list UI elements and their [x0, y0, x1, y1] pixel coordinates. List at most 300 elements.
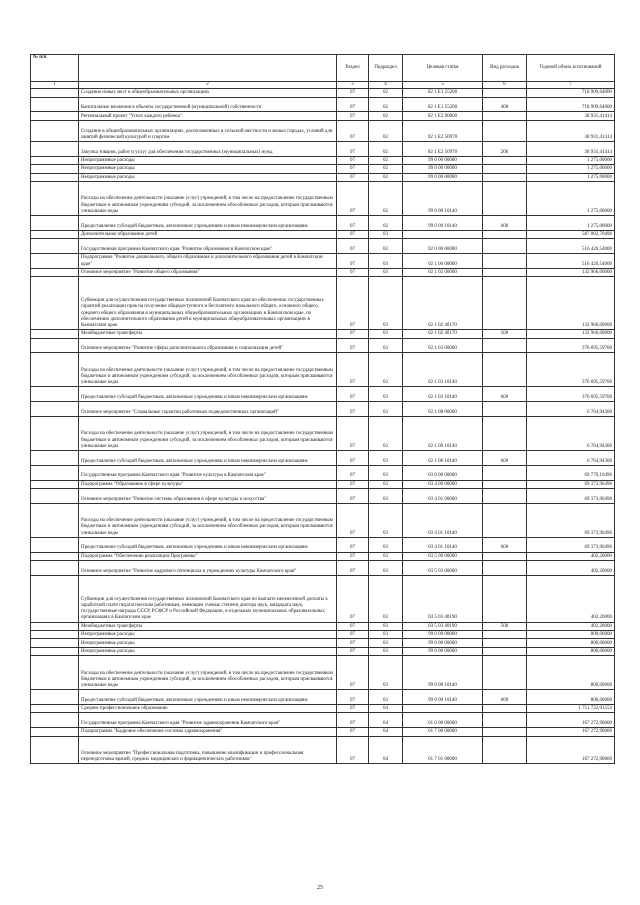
row-name-cell: Подпрограмма "Кадровое обеспечение системы здравоохранения" [79, 728, 337, 736]
table-row [31, 165, 615, 173]
table-row [31, 622, 615, 630]
row-amount-cell: 1 275,00000 [527, 173, 615, 181]
index-cell: 4 [369, 82, 403, 89]
row-celevaya-cell: 01 0 00 00000 [403, 713, 483, 728]
row-razdel-cell: 07 [337, 181, 369, 215]
row-podrazdel-cell: 03 [369, 239, 403, 254]
row-amount-cell: 167 272,90000 [527, 736, 615, 764]
table-row [31, 561, 615, 576]
table-row [31, 575, 615, 622]
row-number-cell [31, 387, 79, 402]
row-celevaya-cell: 02 1 Е2 50970 [403, 120, 483, 141]
row-celevaya-cell: 03 5 03 40190 [403, 575, 483, 622]
row-razdel-cell: 07 [337, 622, 369, 630]
row-podrazdel-cell: 03 [369, 277, 403, 330]
row-vid-cell [483, 489, 527, 504]
row-razdel-cell: 07 [337, 112, 369, 120]
index-cell: 7 [527, 82, 615, 89]
row-razdel-cell: 07 [337, 215, 369, 230]
row-razdel-cell: 07 [337, 338, 369, 353]
row-vid-cell [483, 173, 527, 181]
row-vid-cell [483, 268, 527, 276]
row-number-cell [31, 561, 79, 576]
page-number: 25 [317, 885, 323, 891]
row-number-cell [31, 480, 79, 488]
header-razdel: Раздел [337, 55, 369, 82]
row-name-cell: Создание новых мест в общеобразовательных организациях [79, 89, 337, 97]
row-razdel-cell: 07 [337, 165, 369, 173]
row-number-cell [31, 736, 79, 764]
table-row [31, 89, 615, 97]
row-podrazdel-cell: 02 [369, 173, 403, 181]
row-celevaya-cell: 02 1 Е1 55200 [403, 89, 483, 97]
row-amount-cell: 69 373,96496 [527, 537, 615, 552]
row-razdel-cell: 07 [337, 230, 369, 238]
row-amount-cell: 1 275,00000 [527, 165, 615, 173]
table-row [31, 451, 615, 466]
row-name-cell: Создание в общеобразовательных организациях, расположенных в сельской местности и малых городах, условий для занятий физической культурой и спортом [79, 120, 337, 141]
row-celevaya-cell: 99 0 00 00000 [403, 647, 483, 655]
row-celevaya-cell: 02 1 08 10140 [403, 451, 483, 466]
row-celevaya-cell: 99 0 00 00000 [403, 639, 483, 647]
row-number-cell [31, 165, 79, 173]
row-razdel-cell: 07 [337, 402, 369, 417]
row-celevaya-cell: 03 5 03 00000 [403, 561, 483, 576]
row-razdel-cell: 07 [337, 173, 369, 181]
row-number-cell [31, 268, 79, 276]
row-number-cell [31, 215, 79, 230]
row-razdel-cell: 07 [337, 736, 369, 764]
row-vid-cell [483, 656, 527, 690]
row-podrazdel-cell: 03 [369, 465, 403, 480]
row-number-cell [31, 89, 79, 97]
row-name-cell: Основное мероприятие "Профессиональная подготовка, повышение квалификации и профессиональная переподготовка врачей, средних медицинских и фармацевтических работников" [79, 736, 337, 764]
row-celevaya-cell: 02 1 02 40170 [403, 277, 483, 330]
row-vid-cell: 600 [483, 537, 527, 552]
row-podrazdel-cell: 02 [369, 112, 403, 120]
row-podrazdel-cell: 04 [369, 705, 403, 713]
row-podrazdel-cell: 03 [369, 631, 403, 639]
table-row [31, 156, 615, 164]
index-cell: 6 [483, 82, 527, 89]
table-row [31, 330, 615, 338]
row-amount-cell: 376 695,59700 [527, 353, 615, 387]
row-vid-cell [483, 417, 527, 451]
row-vid-cell [483, 552, 527, 560]
row-celevaya-cell: 02 1 Е2 00000 [403, 112, 483, 120]
row-vid-cell [483, 120, 527, 141]
row-celevaya-cell: 02 1 08 10140 [403, 417, 483, 451]
row-podrazdel-cell: 02 [369, 215, 403, 230]
row-razdel-cell: 07 [337, 728, 369, 736]
row-podrazdel-cell: 03 [369, 330, 403, 338]
row-vid-cell [483, 89, 527, 97]
row-vid-cell [483, 705, 527, 713]
row-vid-cell [483, 181, 527, 215]
table-row [31, 353, 615, 387]
row-amount-cell: 69 373,96496 [527, 503, 615, 537]
row-name-cell: Межбюджетные трансферты [79, 330, 337, 338]
row-celevaya-cell: 99 0 00 10140 [403, 215, 483, 230]
row-number-cell [31, 230, 79, 238]
row-celevaya-cell: 03 0 00 00000 [403, 465, 483, 480]
row-razdel-cell: 07 [337, 647, 369, 655]
row-amount-cell: 1 711 722,01553 [527, 705, 615, 713]
row-number-cell [31, 253, 79, 268]
row-name-cell: Непрограммные расходы [79, 631, 337, 639]
table-row [31, 503, 615, 537]
row-amount-cell: 800,00000 [527, 690, 615, 705]
row-podrazdel-cell: 03 [369, 480, 403, 488]
table-row [31, 480, 615, 488]
row-vid-cell [483, 156, 527, 164]
column-index-row [31, 82, 615, 89]
row-name-cell: Основное мероприятие "Социальные гарантии работникам подведомственных организаций" [79, 402, 337, 417]
row-amount-cell: 516 426,54000 [527, 253, 615, 268]
table-row [31, 537, 615, 552]
row-number-cell [31, 713, 79, 728]
row-celevaya-cell: 03 4 00 00000 [403, 480, 483, 488]
row-podrazdel-cell: 04 [369, 713, 403, 728]
table-row [31, 417, 615, 451]
row-podrazdel-cell: 04 [369, 728, 403, 736]
row-amount-cell: 69 373,96496 [527, 489, 615, 504]
row-name-cell: Государственная программа Камчатского края "Развитие культуры в Камчатском крае" [79, 465, 337, 480]
row-podrazdel-cell: 04 [369, 736, 403, 764]
row-celevaya-cell: 02 1 02 00000 [403, 268, 483, 276]
row-name-cell: Региональный проект "Успех каждого ребенка" [79, 112, 337, 120]
row-amount-cell: 800,00000 [527, 647, 615, 655]
row-name-cell: Среднее профессиональное образование [79, 705, 337, 713]
row-razdel-cell: 07 [337, 537, 369, 552]
header-podrazdel: Подраздел [369, 55, 403, 82]
row-podrazdel-cell: 03 [369, 253, 403, 268]
row-number-cell [31, 552, 79, 560]
row-razdel-cell: 07 [337, 330, 369, 338]
row-podrazdel-cell: 03 [369, 230, 403, 238]
row-amount-cell: 1 275,00000 [527, 181, 615, 215]
row-name-cell: Подпрограмма "Образование в сфере культуры" [79, 480, 337, 488]
row-celevaya-cell: 99 0 00 00000 [403, 631, 483, 639]
row-podrazdel-cell: 03 [369, 353, 403, 387]
row-amount-cell: 402,20000 [527, 561, 615, 576]
row-amount-cell: 167 272,90000 [527, 728, 615, 736]
row-celevaya-cell: 99 0 00 00000 [403, 156, 483, 164]
table-row [31, 713, 615, 728]
row-amount-cell: 6 764,94300 [527, 451, 615, 466]
row-podrazdel-cell: 03 [369, 647, 403, 655]
row-razdel-cell: 07 [337, 713, 369, 728]
row-number-cell [31, 173, 79, 181]
row-amount-cell: 402,20000 [527, 622, 615, 630]
row-vid-cell [483, 112, 527, 120]
row-podrazdel-cell: 03 [369, 656, 403, 690]
row-celevaya-cell: 01 7 01 00000 [403, 736, 483, 764]
row-celevaya-cell: 03 5 00 00000 [403, 552, 483, 560]
row-vid-cell [483, 503, 527, 537]
row-podrazdel-cell: 02 [369, 181, 403, 215]
row-vid-cell: 600 [483, 387, 527, 402]
row-celevaya-cell [403, 230, 483, 238]
index-cell: 5 [403, 82, 483, 89]
row-podrazdel-cell: 03 [369, 268, 403, 276]
row-vid-cell [483, 277, 527, 330]
row-razdel-cell: 07 [337, 141, 369, 156]
row-celevaya-cell: 02 1 03 10140 [403, 353, 483, 387]
row-name-cell: Капитальные вложения в объекты государственной (муниципальной) собственности [79, 97, 337, 112]
table-header-row [31, 55, 615, 82]
row-name-cell: Непрограммные расходы [79, 173, 337, 181]
row-razdel-cell: 07 [337, 97, 369, 112]
row-celevaya-cell: 03 4 01 00000 [403, 489, 483, 504]
row-vid-cell: 500 [483, 622, 527, 630]
row-vid-cell [483, 353, 527, 387]
row-podrazdel-cell: 03 [369, 451, 403, 466]
table-row [31, 253, 615, 268]
row-vid-cell [483, 561, 527, 576]
row-number-cell [31, 705, 79, 713]
row-razdel-cell: 07 [337, 705, 369, 713]
row-podrazdel-cell: 02 [369, 156, 403, 164]
table-row [31, 97, 615, 112]
row-podrazdel-cell: 02 [369, 141, 403, 156]
row-number-cell [31, 647, 79, 655]
row-razdel-cell: 07 [337, 239, 369, 254]
row-vid-cell: 600 [483, 215, 527, 230]
row-vid-cell [483, 230, 527, 238]
row-amount-cell: 800,00000 [527, 631, 615, 639]
header-num: № п/п [31, 55, 79, 82]
row-podrazdel-cell: 03 [369, 338, 403, 353]
row-number-cell [31, 503, 79, 537]
row-amount-cell: 132 966,00000 [527, 268, 615, 276]
row-amount-cell: 402,20000 [527, 552, 615, 560]
row-vid-cell [483, 253, 527, 268]
row-number-cell [31, 141, 79, 156]
row-vid-cell: 400 [483, 97, 527, 112]
row-razdel-cell: 07 [337, 561, 369, 576]
row-amount-cell: 1 275,00000 [527, 215, 615, 230]
row-name-cell: Предоставление субсидий бюджетным, автономным учреждениям и иным некоммерческим организациям [79, 215, 337, 230]
row-podrazdel-cell: 02 [369, 165, 403, 173]
row-number-cell [31, 489, 79, 504]
row-name-cell: Непрограммные расходы [79, 165, 337, 173]
row-razdel-cell: 07 [337, 89, 369, 97]
index-cell: 2 [79, 82, 337, 89]
row-name-cell: Основное мероприятие "Развитие общего образования" [79, 268, 337, 276]
table-body [31, 89, 615, 764]
index-cell: 3 [337, 82, 369, 89]
row-number-cell [31, 181, 79, 215]
row-name-cell: Предоставление субсидий бюджетным, автономным учреждениям и иным некоммерческим организациям [79, 537, 337, 552]
table-row [31, 338, 615, 353]
row-celevaya-cell: 02 1 02 40170 [403, 330, 483, 338]
row-razdel-cell: 07 [337, 552, 369, 560]
row-celevaya-cell: 03 5 03 40190 [403, 622, 483, 630]
row-number-cell [31, 622, 79, 630]
table-row [31, 489, 615, 504]
row-name-cell: Непрограммные расходы [79, 639, 337, 647]
row-razdel-cell: 07 [337, 656, 369, 690]
table-row [31, 112, 615, 120]
row-amount-cell: 800,00000 [527, 656, 615, 690]
table-row [31, 268, 615, 276]
row-number-cell [31, 537, 79, 552]
row-name-cell: Расходы на обеспечение деятельности (оказание услуг) учреждений, в том числе на предоставление государственным бюджетным и автономным учреждениям субсидий, за исключением обособленных расходов, которым присваиваются уникальные коды [79, 181, 337, 215]
row-vid-cell [483, 728, 527, 736]
row-name-cell: Предоставление субсидий бюджетным, автономным учреждениям и иным некоммерческим организациям [79, 387, 337, 402]
budget-table [30, 54, 615, 764]
row-vid-cell: 500 [483, 330, 527, 338]
row-razdel-cell: 07 [337, 120, 369, 141]
row-amount-cell: 516 426,54000 [527, 239, 615, 254]
row-number-cell [31, 338, 79, 353]
table-row [31, 120, 615, 141]
table-row [31, 239, 615, 254]
row-razdel-cell: 07 [337, 465, 369, 480]
row-celevaya-cell: 99 0 00 10140 [403, 690, 483, 705]
row-amount-cell: 718 909,64000 [527, 89, 615, 97]
row-amount-cell: 132 966,00000 [527, 330, 615, 338]
row-name-cell: Дополнительное образование детей [79, 230, 337, 238]
row-vid-cell: 600 [483, 451, 527, 466]
row-vid-cell [483, 165, 527, 173]
row-number-cell [31, 112, 79, 120]
row-celevaya-cell: 99 0 00 10140 [403, 181, 483, 215]
row-vid-cell: 200 [483, 141, 527, 156]
row-name-cell: Субвенции для осуществления государственных полномочий Камчатского края по обеспечению государственных гарантий реализации прав на получение общедоступного и бесплатного начального общего, основного общего, среднего общего образования в муниципальных общеобразовательных организациях в Камчатском крае, по обеспечению дополнительного образования детей в муниципальных общеобразовательных организациях в Камчатском крае [79, 277, 337, 330]
table-row [31, 141, 615, 156]
row-razdel-cell: 07 [337, 503, 369, 537]
row-name-cell: Расходы на обеспечение деятельности (оказание услуг) учреждений, в том числе на предоставление государственным бюджетным и автономным учреждениям субсидий, за исключением обособленных расходов, которым присваиваются уникальные коды [79, 353, 337, 387]
row-vid-cell: 600 [483, 690, 527, 705]
header-vid: Вид расходов [483, 55, 527, 82]
table-row [31, 690, 615, 705]
row-vid-cell [483, 575, 527, 622]
row-number-cell [31, 451, 79, 466]
row-amount-cell: 402,20000 [527, 575, 615, 622]
header-obem: Годовой объем ассигнований [527, 55, 615, 82]
table-row [31, 387, 615, 402]
row-razdel-cell: 07 [337, 639, 369, 647]
row-number-cell [31, 465, 79, 480]
row-podrazdel-cell: 03 [369, 387, 403, 402]
table-row [31, 552, 615, 560]
row-podrazdel-cell: 03 [369, 561, 403, 576]
row-name-cell: Подпрограмма "Обеспечение реализации Программы" [79, 552, 337, 560]
row-celevaya-cell: 03 4 01 10140 [403, 537, 483, 552]
row-podrazdel-cell: 03 [369, 552, 403, 560]
row-name-cell: Закупка товаров, работ и услуг для обеспечения государственных (муниципальных) нужд [79, 141, 337, 156]
row-razdel-cell: 07 [337, 156, 369, 164]
index-cell: 1 [31, 82, 79, 89]
row-amount-cell: 6 764,94300 [527, 417, 615, 451]
row-celevaya-cell: 03 4 01 10140 [403, 503, 483, 537]
row-amount-cell: 1 275,00000 [527, 156, 615, 164]
row-name-cell: Государственная программа Камчатского края "Развитие образования в Камчатском крае" [79, 239, 337, 254]
row-number-cell [31, 353, 79, 387]
row-podrazdel-cell: 03 [369, 417, 403, 451]
table-row [31, 631, 615, 639]
header-name [79, 55, 337, 82]
table-row [31, 656, 615, 690]
table-row [31, 173, 615, 181]
row-vid-cell [483, 480, 527, 488]
row-celevaya-cell: 02 1 Е2 50970 [403, 141, 483, 156]
row-name-cell: Непрограммные расходы [79, 156, 337, 164]
table-row [31, 181, 615, 215]
row-podrazdel-cell: 03 [369, 690, 403, 705]
row-number-cell [31, 120, 79, 141]
row-number-cell [31, 631, 79, 639]
row-vid-cell [483, 402, 527, 417]
row-amount-cell: 38 931,41414 [527, 120, 615, 141]
table-row [31, 402, 615, 417]
row-celevaya-cell: 02 1 03 00000 [403, 338, 483, 353]
row-podrazdel-cell: 03 [369, 402, 403, 417]
row-name-cell: Предоставление субсидий бюджетным, автономным учреждениям и иным некоммерческим организациям [79, 451, 337, 466]
row-podrazdel-cell: 03 [369, 503, 403, 537]
row-amount-cell: 587 002,70496 [527, 230, 615, 238]
row-podrazdel-cell: 03 [369, 489, 403, 504]
row-name-cell: Предоставление субсидий бюджетным, автономным учреждениям и иным некоммерческим организациям [79, 690, 337, 705]
table-row [31, 736, 615, 764]
row-razdel-cell: 07 [337, 277, 369, 330]
row-name-cell: Субвенции для осуществления государственных полномочий Камчатского края по выплате ежемесячной доплаты к заработной плате педагогическим работникам, имеющим ученые степени доктора наук, кандидата наук, государственные награды СССР, РСФСР и Российской Федерации, в отдельных муниципальных образовательных организациях в Камчатском крае [79, 575, 337, 622]
row-number-cell [31, 402, 79, 417]
table-row [31, 215, 615, 230]
table-row [31, 705, 615, 713]
row-celevaya-cell: 99 0 00 00000 [403, 165, 483, 173]
header-celevaya: Целевая статья [403, 55, 483, 82]
row-name-cell: Расходы на обеспечение деятельности (оказание услуг) учреждений, в том числе на предоставление государственным бюджетным и автономным учреждениям субсидий, за исключением обособленных расходов, которым присваиваются уникальные коды [79, 656, 337, 690]
row-amount-cell: 800,00000 [527, 639, 615, 647]
row-celevaya-cell: 02 1 Е1 55200 [403, 97, 483, 112]
row-amount-cell: 6 764,94300 [527, 402, 615, 417]
row-razdel-cell: 07 [337, 253, 369, 268]
row-razdel-cell: 07 [337, 387, 369, 402]
row-podrazdel-cell: 03 [369, 622, 403, 630]
row-amount-cell: 69 776,16496 [527, 465, 615, 480]
row-razdel-cell: 07 [337, 690, 369, 705]
row-razdel-cell: 07 [337, 417, 369, 451]
row-name-cell: Расходы на обеспечение деятельности (оказание услуг) учреждений, в том числе на предоставление государственным бюджетным и автономным учреждениям субсидий, за исключением обособленных расходов, которым присваиваются уникальные коды [79, 417, 337, 451]
row-vid-cell [483, 639, 527, 647]
row-number-cell [31, 277, 79, 330]
row-razdel-cell: 07 [337, 353, 369, 387]
row-number-cell [31, 417, 79, 451]
row-razdel-cell: 07 [337, 480, 369, 488]
row-amount-cell: 38 931,41414 [527, 112, 615, 120]
row-amount-cell: 69 373,96496 [527, 480, 615, 488]
row-amount-cell: 167 272,90000 [527, 713, 615, 728]
row-vid-cell [483, 736, 527, 764]
row-podrazdel-cell: 03 [369, 575, 403, 622]
row-razdel-cell: 07 [337, 575, 369, 622]
row-number-cell [31, 728, 79, 736]
table-row [31, 647, 615, 655]
row-amount-cell: 132 966,00000 [527, 277, 615, 330]
row-celevaya-cell: 02 1 03 10140 [403, 387, 483, 402]
row-number-cell [31, 639, 79, 647]
row-vid-cell [483, 713, 527, 728]
table-row [31, 728, 615, 736]
row-number-cell [31, 690, 79, 705]
row-number-cell [31, 330, 79, 338]
row-podrazdel-cell: 02 [369, 120, 403, 141]
row-vid-cell [483, 338, 527, 353]
row-vid-cell [483, 239, 527, 254]
